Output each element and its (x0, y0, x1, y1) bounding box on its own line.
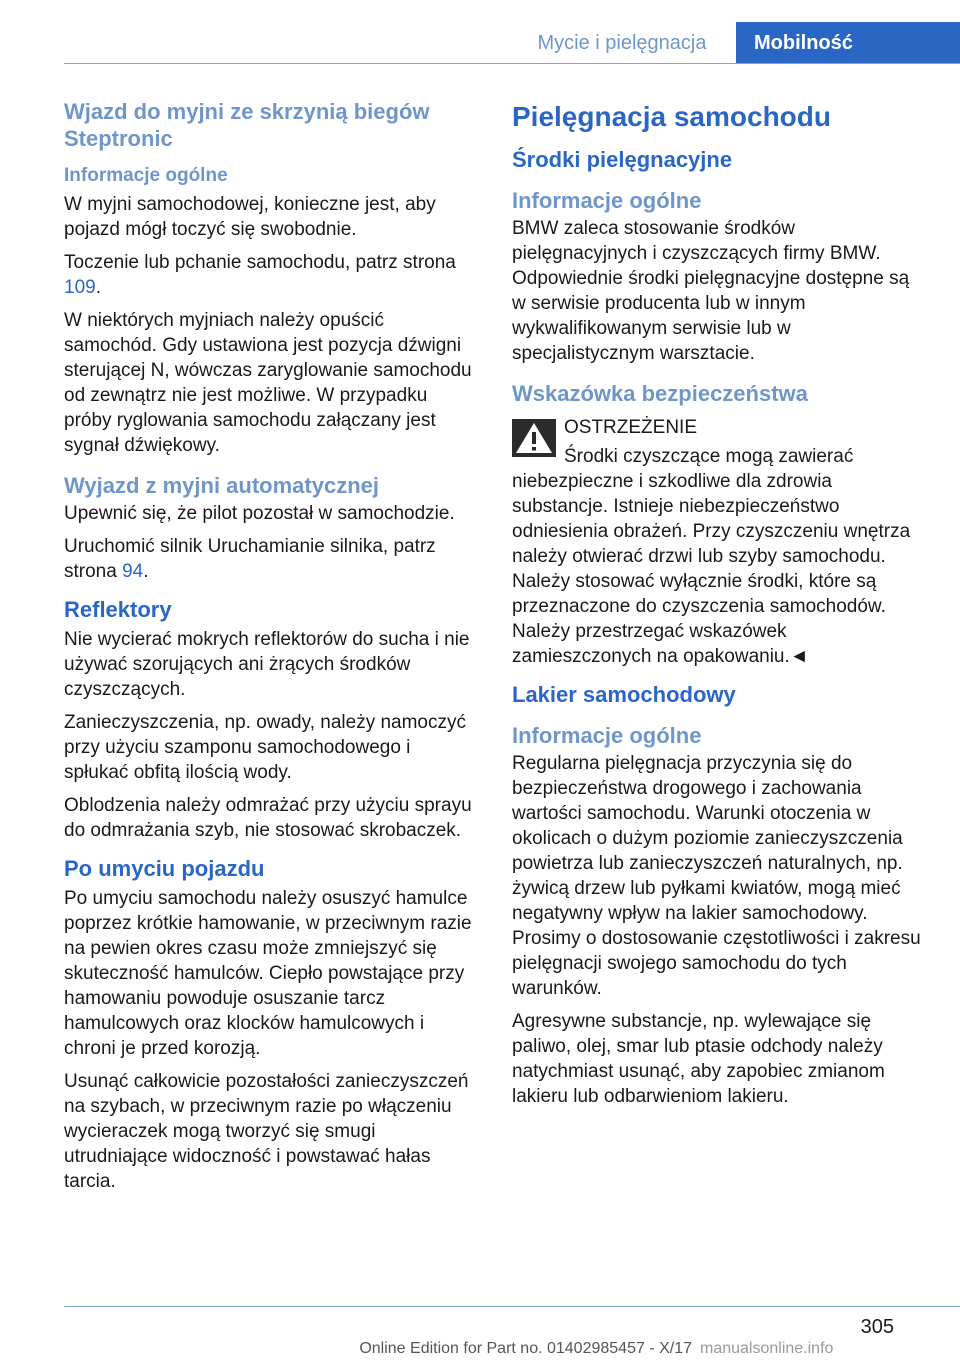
heading-general-info-paint: Informacje ogólne (512, 723, 702, 748)
header-chapter-tab: Mobilność (736, 22, 960, 64)
heading-general-info-right: Informacje ogólne (512, 188, 702, 213)
paragraph-headlights-wipe: Nie wycierać mokrych reflektorów do sucha i nie używać szorujących ani żrących środków czyszczących. (64, 629, 470, 700)
left-column (64, 98, 478, 1202)
page-link-109[interactable]: 109 (64, 277, 96, 298)
header-section-title: Mycie i pielęgnacja (508, 24, 736, 62)
towing-ref-end: . (95, 277, 101, 298)
start-engine-text: Uruchomić silnik Uruchamianie silnika, patrz strona (64, 536, 436, 582)
paragraph-ice: Oblodzenia należy odmrażać przy użyciu sprayu do odmrażania szyb, nie stosować skrobaczek. (64, 795, 472, 841)
heading-headlights: Reflektory (64, 597, 172, 622)
paragraph-towing-ref (64, 250, 478, 300)
heading-after-wash: Po umyciu pojazdu (64, 856, 265, 881)
paragraph-roll-freely: W myjni samochodowej, konieczne jest, aby pojazd mógł toczyć się swobodnie. (64, 194, 436, 240)
paragraph-lever-n: W niektórych myjniach należy opuścić samochód. Gdy ustawiona jest pozycja dźwigni sterującej N, wówczas zaryglowanie samochodu od zewnątrz nie jest możliwe. W przypadku próby ryglowania samochodu załączany jest sygnał dźwiękowy. (64, 310, 472, 456)
heading-general-info: Informacje ogólne (64, 165, 228, 186)
right-column (512, 98, 926, 1117)
paragraph-dry-brakes: Po umyciu samochodu należy osuszyć hamulce poprzez krótkie hamowanie, w przeciwnym razie na pewien okres czasu może zmniejszyć się skuteczność hamulców. Ciepło powstające przy hamowaniu powoduje osuszanie tarcz hamulcowych oraz klocków hamulcowych i chroni je przed korozją. (64, 888, 472, 1059)
heading-exit-wash: Wyjazd z myjni automatycznej (64, 473, 380, 498)
warning-triangle-icon (512, 419, 556, 457)
heading-steptronic-wash: Wjazd do myjni ze skrzynią biegów Steptronic (64, 99, 430, 151)
heading-car-care: Pielęgnacja samochodu (512, 101, 831, 132)
start-engine-end: . (143, 561, 149, 582)
paragraph-remote-check: Upewnić się, że pilot pozostał w samochodzie. (64, 503, 455, 524)
heading-care-products: Środki pielęgnacyjne (512, 147, 733, 172)
warning-box (512, 415, 926, 669)
paragraph-start-engine (64, 534, 478, 584)
towing-ref-text: Toczenie lub pchanie samochodu, patrz strona (64, 252, 456, 273)
paragraph-bmw-recommends: BMW zaleca stosowanie środków pielęgnacyjnych i czyszczących firmy BMW. Odpowiednie środki pielęgnacyjne dostępne są w serwisie producenta lub w innym wykwalifikowanym serwisie lub w specjalistycznym warsztacie. (512, 218, 910, 364)
page-number: 305 (860, 1316, 894, 1338)
paragraph-regular-care: Regularna pielęgnacja przyczynia się do bezpieczeństwa drogowego i zachowania wartości samochodu. Warunki otoczenia w okolicach o dużym poziomie zanieczyszczenia powietrza lub zanieczyszczeń naturalnych, np. żywicą drzew lub pyłkami kwiatów, mogą mieć negatywny wpływ na lakier samochodowy. Prosimy o dostosowanie częstotliwości i zakresu pielęgnacji swojego samochodu do tych warunków. (512, 753, 921, 999)
header-divider (64, 63, 960, 64)
warning-title: OSTRZEŻENIE (564, 417, 698, 438)
paragraph-aggressive-substances: Agresywne substancje, np. wylewające się paliwo, olej, smar lub ptasie odchody należy natychmiast usunąć, aby zapobiec zmianom lakieru lub odbarwieniom lakieru. (512, 1011, 885, 1107)
paragraph-windows-residue: Usunąć całkowicie pozostałości zanieczyszczeń na szybach, w przeciwnym razie po włączeniu wycieraczek mogą tworzyć się smugi utrudniające widoczność i powstawać hałas tarcia. (64, 1071, 469, 1192)
page-link-94[interactable]: 94 (122, 561, 144, 582)
footer-edition-text: Online Edition for Part no. 01402985457 - X/17 (359, 1340, 692, 1357)
heading-safety-note: Wskazówka bezpieczeństwa (512, 381, 808, 406)
warning-text: Środki czyszczące mogą zawierać niebezpieczne i szkodliwe dla zdrowia substancje. Istnieje niebezpieczeństwo odniesienia obrażeń. Przy czyszczeniu wnętrza należy otwierać drzwi lub szyby samochodu. Należy stosować wyłącznie środki, które są przeznaczone do czyszczenia samochodów. Należy przestrzegać wskazówek zamieszczonych na opakowaniu.◄ (512, 446, 911, 667)
footer-watermark: manualsonline.info (700, 1340, 834, 1357)
heading-car-paint: Lakier samochodowy (512, 682, 736, 707)
paragraph-insects: Zanieczyszczenia, np. owady, należy namoczyć przy użyciu szamponu samochodowego i spłukać obfitą ilością wody. (64, 712, 466, 783)
footer-divider (64, 1306, 960, 1307)
